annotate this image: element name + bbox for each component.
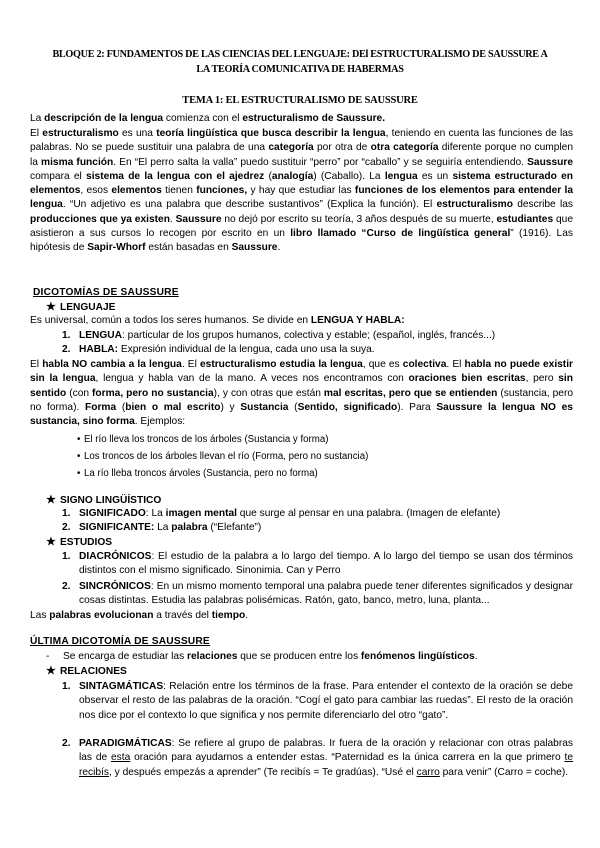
relaciones-item-paradigmaticas: 2. PARADIGMÁTICAS: Se refiere al grupo de palabras. Ir fuera de la oración y relacionar con otras palabras las de esta oración para ayudarnos a entender estas. “Paternidad es la única carrera en la que primero te recibís, y después empezás a aprender” (Te recibís = Te gradúas). “Usé el carro para venir” (Carro = coche).	[62, 738, 573, 778]
signo-item-significado: 1. SIGNIFICADO: La imagen mental que surge al pensar en una palabra. (Imagen de elefante)	[62, 508, 501, 519]
signo-item-significante: 2. SIGNIFICANTE: La palabra (“Elefante”)	[62, 522, 262, 533]
estudios-item-diacronicos: 1. DIACRÓNICOS: El estudio de la palabra a lo largo del tiempo. A lo largo del tiempo se usan dos términos distintos con el mismo significado. Sinonimia. Can y Perro	[62, 551, 573, 577]
relaciones-item-sintagmaticas: 1. SINTAGMÁTICAS: Relación entre los términos de la frase. Para entender el contexto de la oración se debe observar el resto de las palabras de la oración. “Cogí el gato para cambiar las ruedas”. El resto de la oración nos dice por el contexto lo que significa y nos permite diferenciarlo del otro “gato”.	[62, 681, 573, 721]
relaciones-section-title: ★ RELACIONES	[46, 665, 127, 677]
signo-section-title: ★ SIGNO LINGÜÍSTICO	[46, 494, 162, 506]
estudios-section-title: ★ ESTUDIOS	[46, 536, 113, 548]
lenguaje-paragraph: El habla NO cambia a la lengua. El estructuralismo estudia la lengua, que es colectiva. El habla no puede existir sin la lengua, lengua y habla van de la mano. A veces nos encontramos con oraciones bien escritas, pero sin sentido (con forma, pero no sustancia), y con otras que están mal escritas, pero que se entienden (sustancia, pero no forma). Forma (bien o mal escrito) y Sustancia (Sentido, significado). Para Saussure la lengua NO es sustancia, sino forma. Ejemplos:	[30, 359, 574, 428]
estudios-item-sincronicos: 2. SINCRÓNICOS: En un mismo momento temporal una palabra puede tener diferentes significados y designar cosas distintas. Estudia las palabras polisémicas. Ratón, gato, banco, metro, luna, planta...	[62, 581, 573, 607]
title-line-2: LA TEORÍA COMUNICATIVA DE HABERMAS	[196, 64, 404, 75]
title-line-1: BLOQUE 2: FUNDAMENTOS DE LAS CIENCIAS DEL LENGUAJE: DEl ESTRUCTURALISMO DE SAUSSURE A	[52, 49, 548, 60]
ultima-dash-line: - Se encarga de estudiar las relaciones que se producen entre los fenómenos lingüísticos.	[46, 651, 478, 662]
lenguaje-intro: Es universal, común a todos los seres humanos. Se divide en LENGUA Y HABLA:	[30, 315, 405, 326]
topic-title: TEMA 1: EL ESTRUCTURALISMO DE SAUSSURE	[182, 95, 418, 106]
lenguaje-item-habla: 2. HABLA: Expresión individual de la lengua, cada uno usa la suya.	[62, 344, 375, 355]
star-icon: ★	[46, 665, 56, 677]
lenguaje-section-title: ★ LENGUAJE	[46, 301, 116, 313]
intro-paragraph-1: La descripción de la lengua comienza con el estructuralismo de Saussure.	[30, 113, 386, 124]
star-icon: ★	[46, 536, 56, 548]
ultima-dicotomia-heading: ÚLTIMA DICOTOMÍA DE SAUSSURE	[30, 636, 210, 647]
estudios-closing: Las palabras evolucionan a través del tiempo.	[30, 610, 249, 621]
star-icon: ★	[46, 301, 56, 313]
lenguaje-item-lengua: 1. LENGUA: particular de los grupos humanos, colectiva y estable; (español, inglés, francés...)	[62, 330, 496, 341]
document-title	[20, 47, 580, 77]
example-bullet: • Los troncos de los árboles llevan el río (Forma, pero no sustancia)	[77, 451, 369, 462]
intro-paragraph-2: El estructuralismo es una teoría lingüística que busca describir la lengua, teniendo en cuenta las funciones de las palabras. No se puede sustituir una palabra de una categoría por otra de otra categoría diferente porque no cumplen la misma función. En “El perro salta la valla” puedo sustituir “perro” por “caballo” y se seguiría entendiendo. Saussure compara el sistema de la lengua con el ajedrez (analogía) (Caballo). La lengua es un sistema estructurado en elementos, esos elementos tienen funciones, y hay que estudiar las funciones de los elementos para entender la lengua. “Un adjetivo es una palabra que describe sustantivos” (Explica la función). El estructuralismo describe las producciones que ya existen. Saussure no dejó por escrito su teoría, 3 años después de su muerte, estudiantes que asistieron a sus cursos lo recogen por escrito en un libro llamado “Curso de lingüística general” (1916). Las hipótesis de Sapir-Whorf están basadas en Saussure.	[30, 128, 574, 254]
dicotomias-heading: DICOTOMÍAS DE SAUSSURE	[33, 287, 179, 298]
star-icon: ★	[46, 494, 56, 506]
example-bullet: • La río lleba troncos árvoles (Sustancia, pero no forma)	[77, 468, 318, 479]
example-bullet: • El río lleva los troncos de los árboles (Sustancia y forma)	[77, 434, 329, 445]
